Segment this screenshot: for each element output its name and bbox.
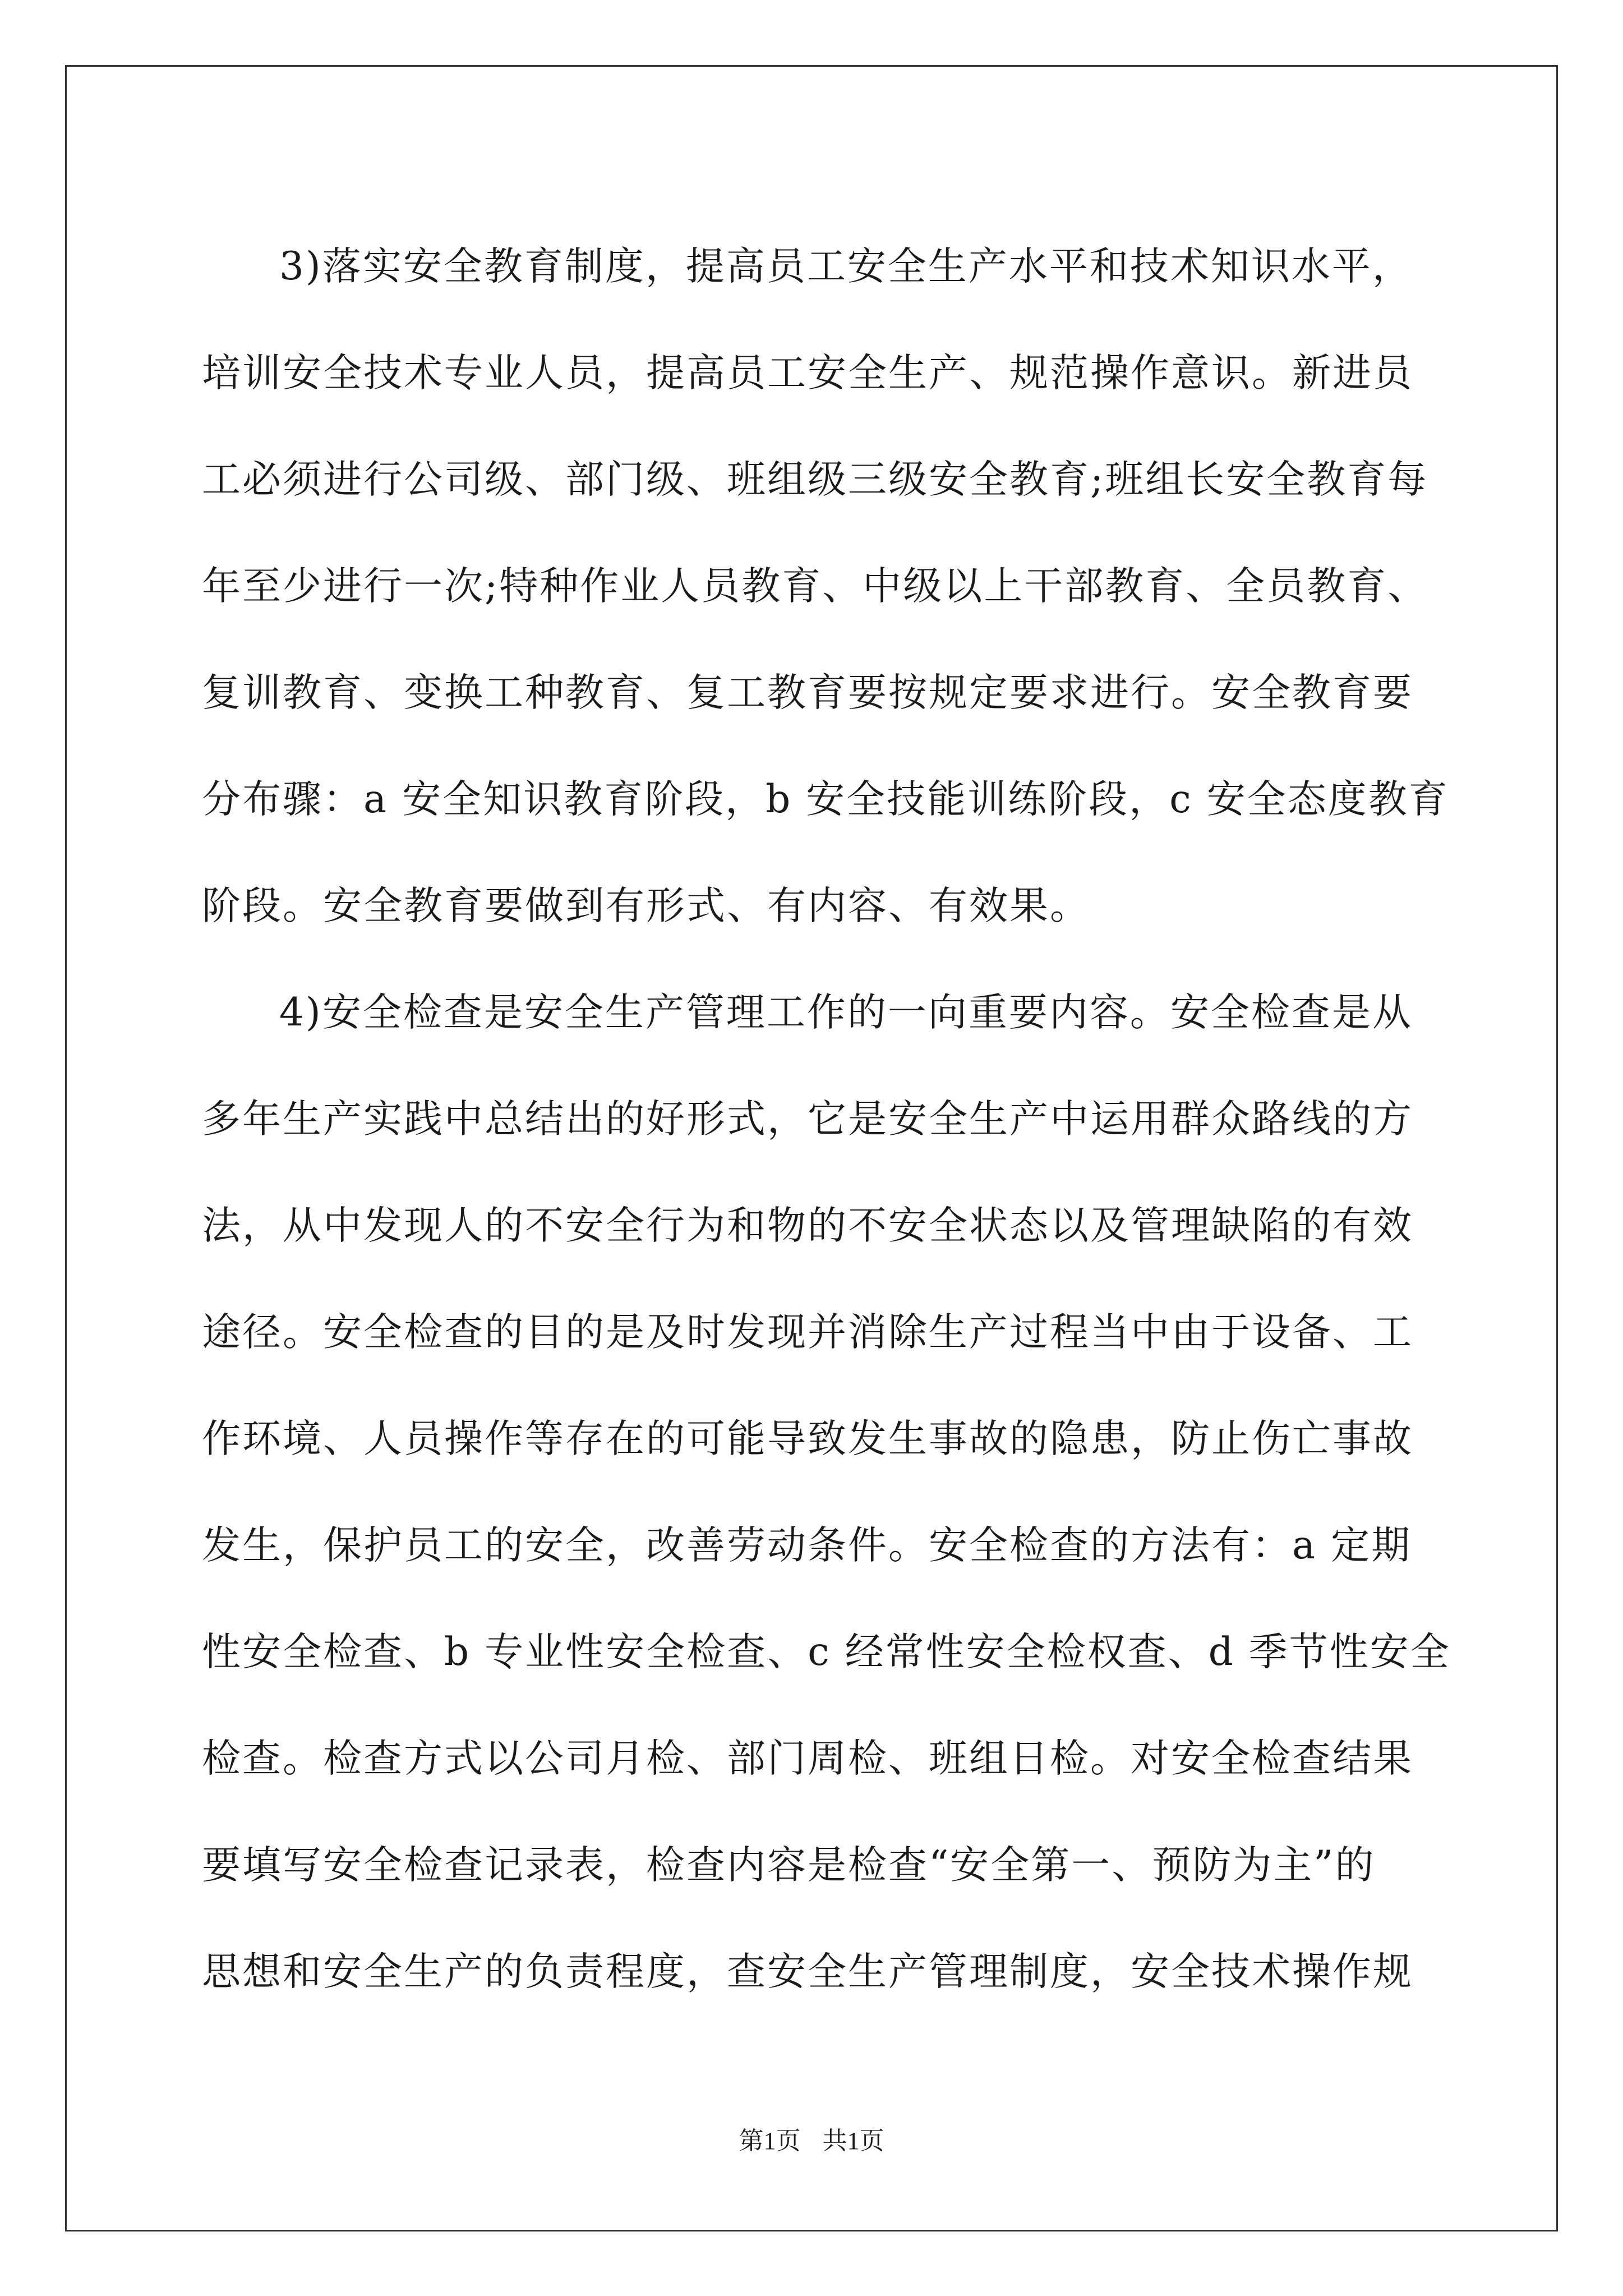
document-body bbox=[202, 213, 1451, 2025]
paragraph-3-line-7: 阶段。安全教育要做到有形式、有内容、有效果。 bbox=[202, 884, 1090, 928]
paragraph-4-line-9: 要填写安全检查记录表，检查内容是检查“安全第一、预防为主”的 bbox=[202, 1843, 1376, 1888]
paragraph-4-line-1: 4)安全检查是安全生产管理工作的一向重要内容。安全检查是从 bbox=[279, 990, 1413, 1035]
paragraph-4-line-2: 多年生产实践中总结出的好形式，它是安全生产中运用群众路线的方 bbox=[202, 1097, 1413, 1142]
paragraph-4-line-3: 法，从中发现人的不安全行为和物的不安全状态以及管理缺陷的有效 bbox=[202, 1203, 1413, 1248]
paragraph-3-line-3: 工必须进行公司级、部门级、班组级三级安全教育;班组长安全教育每 bbox=[202, 457, 1428, 502]
paragraph-3-line-5: 复训教育、变换工种教育、复工教育要按规定要求进行。安全教育要 bbox=[202, 670, 1413, 715]
page-number: 第1页 bbox=[739, 2127, 801, 2155]
paragraph-4-line-5: 作环境、人员操作等存在的可能导致发生事故的隐患，防止伤亡事故 bbox=[202, 1416, 1413, 1461]
paragraph-4-line-6: 发生，保护员工的安全，改善劳动条件。安全检查的方法有：a 定期 bbox=[202, 1523, 1412, 1568]
paragraph-3-line-1: 3)落实安全教育制度，提高员工安全生产水平和技术知识水平， bbox=[279, 244, 1413, 289]
paragraph-4-line-10: 思想和安全生产的负责程度，查安全生产管理制度，安全技术操作规 bbox=[202, 1949, 1413, 1994]
paragraph-3-line-4: 年至少进行一次;特种作业人员教育、中级以上干部教育、全员教育、 bbox=[202, 564, 1428, 609]
paragraph-3-line-6: 分布骤：a 安全知识教育阶段，b 安全技能训练阶段，c 安全态度教育 bbox=[202, 777, 1449, 822]
page-footer bbox=[0, 2120, 1623, 2156]
page-total: 共1页 bbox=[822, 2127, 884, 2155]
paragraph-4-line-4: 途径。安全检查的目的是及时发现并消除生产过程当中由于设备、工 bbox=[202, 1310, 1413, 1355]
paragraph-4-line-7: 性安全检查、b 专业性安全检查、c 经常性安全检权查、d 季节性安全 bbox=[202, 1630, 1451, 1674]
paragraph-4-line-8: 检查。检查方式以公司月检、部门周检、班组日检。对安全检查结果 bbox=[202, 1736, 1413, 1781]
paragraph-3-line-2: 培训安全技术专业人员，提高员工安全生产、规范操作意识。新进员 bbox=[202, 351, 1413, 395]
